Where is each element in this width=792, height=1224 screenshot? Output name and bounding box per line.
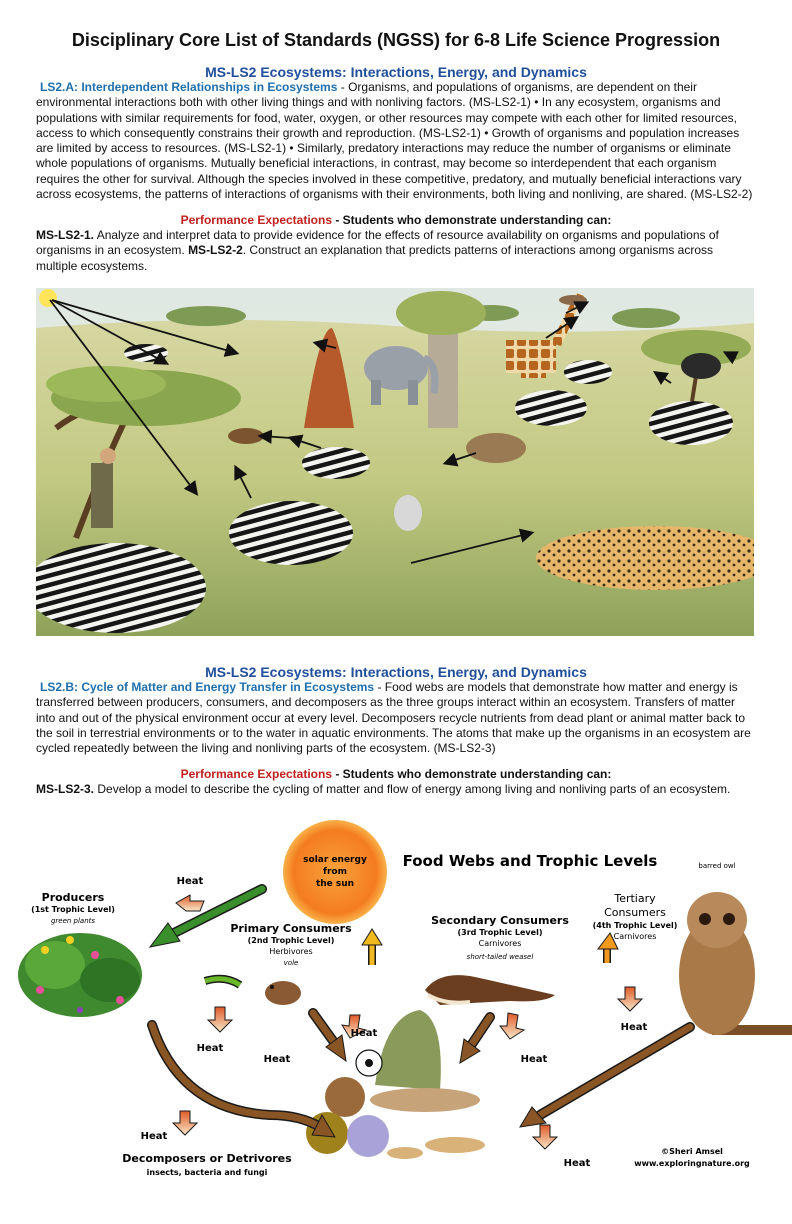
page-title: Disciplinary Core List of Standards (NGSS) for 6-8 Life Science Progression: [71, 30, 721, 50]
heat-label-primary-right: Heat: [263, 1054, 291, 1065]
heat-label-primary-left: Heat: [196, 1043, 224, 1054]
section2-lead: LS2.B: Cycle of Matter and Energy Transfer in Ecosystems: [40, 680, 375, 694]
jackal: [228, 428, 264, 444]
pe3-text: Develop a model to describe the cycling of matter and flow of energy among living and nonliving parts of an ecosystem.: [94, 782, 731, 796]
secondary-consumers-label: Secondary Consumers: [431, 914, 569, 927]
pe3-code: MS-LS2-3.: [36, 782, 95, 796]
heat-label-decomposers: Heat: [140, 1131, 168, 1142]
owl-icon: [679, 892, 792, 1035]
ostrich: [681, 353, 721, 379]
producers-level: (1st Trophic Level): [31, 905, 115, 914]
section1-body: - Organisms, and populations of organisms, are dependent on their environmental interactions both with other living things and with nonliving factors. (MS-LS2-1) • In any ecosystem, organisms and populations with similar requirements for food, water, oxygen, or other resources may compete with each other for limited resources, access to which consequently constrains their growth and reproduction. (MS-LS2-1) • Growth of organisms and population increases are limited by access to resources. (MS-LS2-1) • Similarly, predatory interactions may reduce the number of organisms or eliminate whole populations of organisms. Mutually beneficial interactions, in contrast, may become so interdependent that each organism requires the other for survival. Although the species involved in these competitive, predatory, and mutually beneficial interactions vary across ecosystems, the patterns of interactions of organisms with their environments, both living and nonliving, are shared. (MS-LS2-2): [36, 80, 753, 202]
hyena: [466, 433, 526, 463]
heat-label-center: Heat: [350, 1028, 378, 1039]
section2-body: - Food webs are models that demonstrate how matter and energy is transferred between producers, consumers, and decomposers as the three groups interact within an ecosystem. Transfers of matter into and out of the physical environment occur at every level. Decomposers recycle nutrients from dead plant or animal matter back to the soil in terrestrial environments or to the water in aquatic environments. The atoms that make up the organisms in an ecosystem are cycled repeatedly between the living and nonliving parts of the ecosystem. (MS-LS2-3): [36, 680, 751, 756]
producers-example: green plants: [50, 917, 96, 925]
sun-label-1: solar energy: [303, 855, 367, 865]
secondary-consumers-role: Carnivores: [478, 939, 522, 948]
primary-consumers-label: Primary Consumers: [230, 922, 352, 935]
tertiary-consumers-level: (4th Trophic Level): [592, 921, 678, 930]
section2-paragraph: [36, 680, 754, 756]
vulture: [559, 295, 587, 305]
primary-consumers-level: (2nd Trophic Level): [247, 936, 335, 945]
food-web-title: Food Webs and Trophic Levels: [402, 852, 658, 870]
owl-label: barred owl: [698, 862, 736, 870]
heat-label-bottom: Heat: [563, 1158, 591, 1169]
sun-label-3: the sun: [315, 879, 355, 889]
section1-paragraph: [36, 80, 754, 202]
sun-label-2: from: [323, 867, 347, 877]
credit-author: ©Sheri Amsel: [661, 1147, 723, 1156]
section2-pe-paragraph: [36, 782, 754, 797]
heat-label-secondary: Heat: [520, 1054, 548, 1065]
pe2-code: MS-LS2-2: [188, 243, 243, 258]
food-web-diagram: [0, 815, 792, 1224]
section1-pe-suffix: - Students who demonstrate understanding can:: [332, 213, 612, 227]
heat-label-producers: Heat: [176, 876, 204, 887]
decomposers-example: insects, bacteria and fungi: [146, 1168, 268, 1177]
credit-website: www.exploringnature.org: [634, 1159, 750, 1168]
section1-pe-heading: [0, 213, 792, 227]
secretary-bird: [394, 495, 422, 531]
pe1-text: Analyze and interpret data to provide evidence for the effects of resource availability on organisms and populations of organisms in an ecosystem.: [36, 228, 719, 258]
primary-consumers-example: vole: [283, 959, 299, 967]
savanna-illustration: [36, 288, 754, 636]
secondary-consumers-example: short-tailed weasel: [466, 953, 534, 961]
section1-subtitle: MS-LS2 Ecosystems: Interactions, Energy, and Dynamics: [205, 64, 587, 80]
section2-pe-heading: [0, 767, 792, 781]
tertiary-consumers-label-1: Tertiary: [614, 892, 656, 905]
pe2-text: . Construct an explanation that predicts patterns of interactions among organisms across multiple ecosystems.: [36, 243, 713, 273]
section1-pe-paragraph: [36, 228, 754, 274]
section2-pe-title: Performance Expectations: [180, 767, 333, 781]
plants-icon: [18, 933, 142, 1017]
tertiary-consumers-role: Carnivores: [613, 932, 657, 941]
heat-label-tertiary: Heat: [620, 1022, 648, 1033]
decomposers-label: Decomposers or Detrivores: [122, 1152, 292, 1165]
section1-lead: LS2.A: Interdependent Relationships in Ecosystems: [40, 80, 338, 94]
pe1-code: MS-LS2-1.: [36, 228, 95, 242]
section2-subtitle: MS-LS2 Ecosystems: Interactions, Energy, and Dynamics: [205, 664, 587, 680]
weasel-icon: [425, 975, 555, 1005]
section2-pe-suffix: - Students who demonstrate understanding can:: [332, 767, 612, 781]
secondary-consumers-level: (3rd Trophic Level): [457, 928, 543, 937]
vole-icon: [265, 981, 301, 1005]
primary-consumers-role: Herbivores: [269, 947, 313, 956]
producers-label: Producers: [41, 891, 105, 904]
section1-pe-title: Performance Expectations: [180, 213, 333, 227]
tertiary-consumers-label-2: Consumers: [604, 906, 666, 919]
